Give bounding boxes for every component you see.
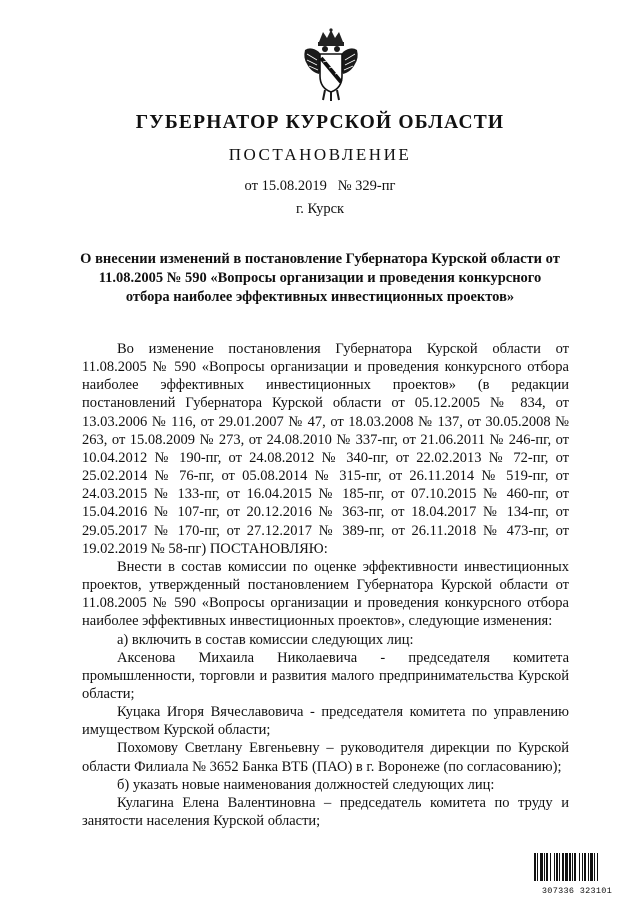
- paragraph: а) включить в состав комиссии следующих лиц:: [117, 631, 414, 648]
- city: г. Курск: [295, 201, 345, 217]
- paragraph: Куцака Игоря Вячеславовича - председателя комитета по управлению имуществом Курской области;: [82, 704, 569, 739]
- barcode-bar: [574, 853, 576, 881]
- barcode-bar: [562, 853, 564, 881]
- barcode-bar: [590, 853, 593, 881]
- barcode-bar: [537, 853, 538, 881]
- barcode-bar: [582, 853, 583, 881]
- paragraph: Аксенова Михаила Николаевича - председателя комитета промышленности, торговли и развития малого предпринимательства Курской области;: [82, 649, 569, 702]
- paragraph: б) указать новые наименования должностей следующих лиц:: [117, 776, 495, 793]
- barcode-bar: [584, 853, 586, 881]
- barcode-bar: [588, 853, 589, 881]
- barcode-bar: [565, 853, 568, 881]
- barcode-bars: [534, 853, 620, 881]
- barcode-bar: [559, 853, 560, 881]
- barcode-bar: [546, 853, 548, 881]
- barcode-bar: [534, 853, 536, 881]
- barcode-bar: [579, 853, 580, 881]
- barcode-bar: [569, 853, 571, 881]
- barcode-bar: [572, 853, 573, 881]
- barcode-number: 307336 323101: [541, 886, 613, 896]
- coat-of-arms-icon: [301, 28, 361, 102]
- governor-title: ГУБЕРНАТОР КУРСКОЙ ОБЛАСТИ: [135, 112, 505, 133]
- document-heading: О внесении изменений в постановление Губернатора Курской области от 11.08.2005 № 590 «Вопросы организации и проведения конкурсного отбора наиболее эффективных инвестиционных проектов»: [80, 251, 560, 305]
- barcode-bar: [556, 853, 558, 881]
- barcode-bar: [540, 853, 543, 881]
- document-body: [82, 340, 569, 830]
- paragraph: Внести в состав комиссии по оценке эффективности инвестиционных проектов, утвержденный постановлением Губернатора Курской области от 11.08.2005 № 590 «Вопросы организации и проведения конкурсного отбора наиболее эффективных инвестиционных проектов», следующие изменения:: [82, 558, 569, 630]
- barcode-bar: [544, 853, 545, 881]
- barcode: [534, 853, 620, 896]
- barcode-bar: [554, 853, 555, 881]
- barcode-bar: [597, 853, 598, 881]
- paragraph: Кулагина Елена Валентиновна – председатель комитета по труду и занятости населения Курской области;: [82, 794, 569, 830]
- barcode-bar: [594, 853, 595, 881]
- document-type: ПОСТАНОВЛЕНИЕ: [228, 145, 412, 164]
- paragraph: Во изменение постановления Губернатора Курской области от 11.08.2005 № 590 «Вопросы организации и проведения конкурсного отбора наиболее эффективных инвестиционных проектов» (в редакции постановлений Губернатора Курской области от 05.12.2005 № 834, от 13.03.2006 № 116, от 29.01.2007 № 47, от 18.03.2008 № 137, от 30.05.2008 № 263, от 15.08.2009 № 273, от 24.08.2010 № 337-пг, от 21.06.2011 № 246-пг, от 10.04.2012 № 190-пг, от 24.08.2012 № 340-пг, от 22.02.2013 № 72-пг, от 25.02.2014 № 76-пг, от 05.08.2014 № 315-пг, от 26.11.2014 № 519-пг, от 24.03.2015 № 133-пг, от 16.04.2015 № 185-пг, от 07.10.2015 № 460-пг, от 15.04.2016 № 107-пг, от 20.12.2016 № 363-пг, от 18.04.2017 № 134-пг, от 29.05.2017 № 170-пг, от 27.12.2017 № 389-пг, от 26.11.2018 № 473-пг, от 19.02.2019 № 58-пг) ПОСТАНОВЛЯЮ:: [82, 341, 569, 557]
- date-and-number: от 15.08.2019 № 329-пг: [244, 178, 396, 194]
- paragraph: Похомову Светлану Евгеньевну – руководителя дирекции по Курской области Филиала № 3652 Банка ВТБ (ПАО) в г. Воронеже (по согласованию);: [82, 740, 569, 775]
- barcode-bar: [550, 853, 551, 881]
